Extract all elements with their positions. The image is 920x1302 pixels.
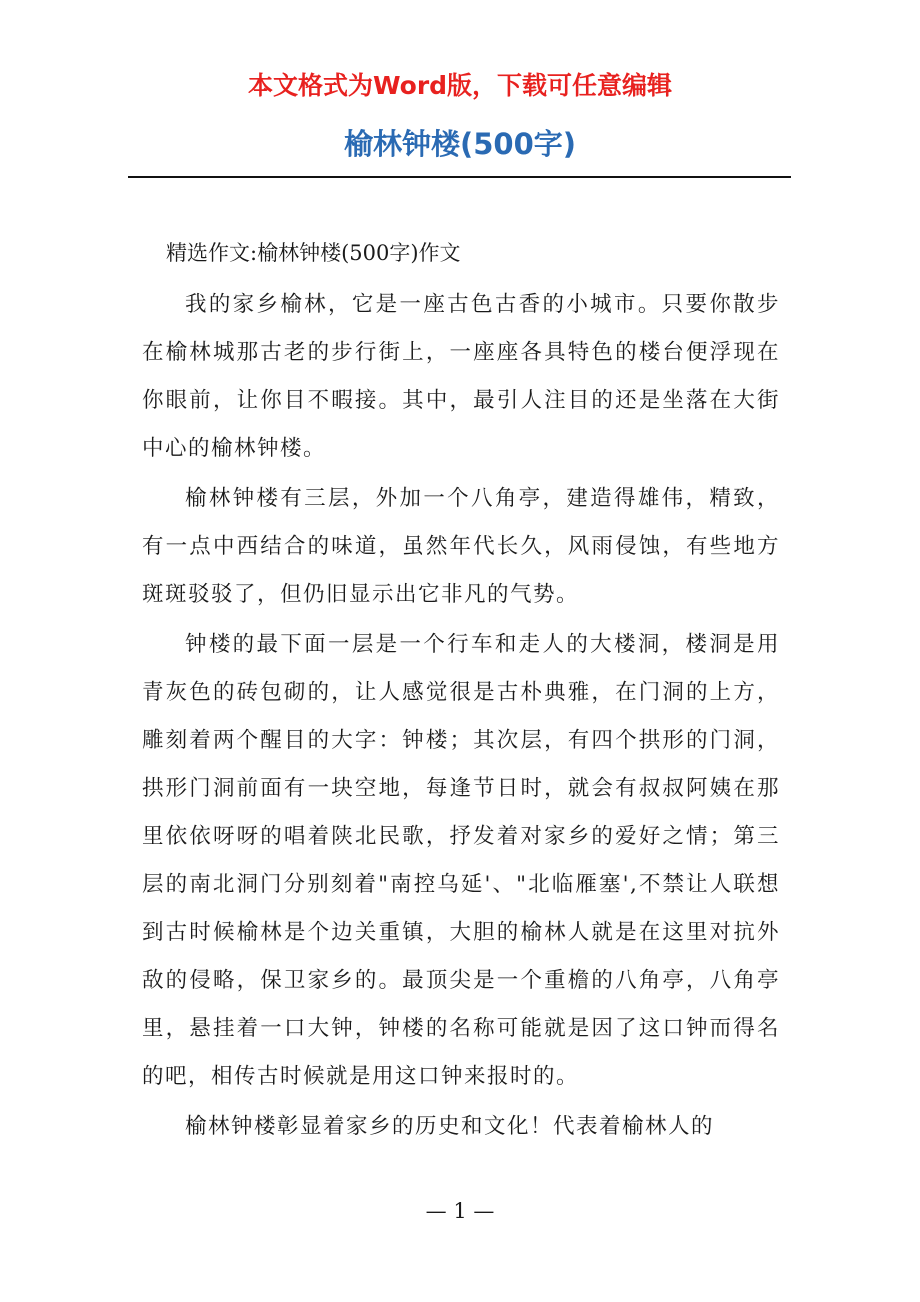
paragraph-4: 榆林钟楼彰显着家乡的历史和文化！代表着榆林人的 xyxy=(185,1114,715,1139)
paragraph-2: 榆林钟楼有三层，外加一个八角亭，建造得雄伟，精致，有一点中西结合的味道，虽然年代长久，风雨侵蚀，有些地方斑斑驳驳了，但仍旧显示出它非凡的气势。 xyxy=(142,486,780,607)
article-subtitle: 精选作文:榆林钟楼(500字)作文 xyxy=(166,241,461,265)
page-title: 榆林钟楼(500字) xyxy=(343,127,577,161)
title-divider xyxy=(128,176,791,178)
paragraph-3: 钟楼的最下面一层是一个行车和走人的大楼洞，楼洞是用青灰色的砖包砌的，让人感觉很是古朴典雅，在门洞的上方，雕刻着两个醒目的大字：钟楼；其次层，有四个拱形的门洞，拱形门洞前面有一块空地，每逢节日时，就会有叔叔阿姨在那里依依呀呀的唱着陕北民歌，抒发着对家乡的爱好之情；第三层的南北洞门分别刻着"南控乌延'、"北临雁塞',不禁让人联想到古时候榆林是个边关重镇，大胆的榆林人就是在这里对抗外敌的侵略，保卫家乡的。最顶尖是一个重檐的八角亭，八角亭里，悬挂着一口大钟，钟楼的名称可能就是因了这口钟而得名的吧，相传古时候就是用这口钟来报时的。 xyxy=(142,632,780,1089)
page-number: — 1 — xyxy=(425,1199,495,1223)
format-notice: 本文格式为Word版，下载可任意编辑 xyxy=(247,71,673,100)
article-body xyxy=(142,281,780,1153)
paragraph-1: 我的家乡榆林，它是一座古色古香的小城市。只要你散步在榆林城那古老的步行街上，一座座各具特色的楼台便浮现在你眼前，让你目不暇接。其中，最引人注目的还是坐落在大街中心的榆林钟楼。 xyxy=(142,292,780,461)
